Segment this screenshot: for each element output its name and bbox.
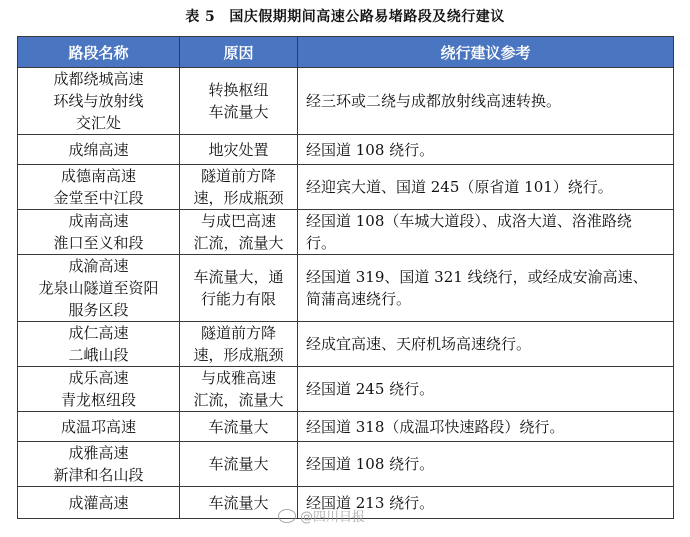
watermark-text: @四川日报 xyxy=(300,510,366,525)
cell-line: 成绵高速 xyxy=(68,140,129,159)
cell-line: 经国道 213 绕行。 xyxy=(306,493,435,512)
table-row xyxy=(18,135,674,165)
cell-line: 车流量大 xyxy=(208,417,269,436)
reason-cell xyxy=(180,210,298,255)
road-section-cell xyxy=(18,367,180,412)
reason-cell xyxy=(180,442,298,487)
reason-cell xyxy=(180,412,298,442)
cell-line: 服务区段 xyxy=(68,301,129,319)
detour-advice-cell xyxy=(298,135,674,165)
cell-line: 成渝高速 xyxy=(68,257,129,275)
cell-line: 经国道 108（车城大道段）、成洛大道、洛淮路绕 xyxy=(306,212,632,230)
cell-line: 环线与放射线 xyxy=(53,92,144,110)
header-road-section: 路段名称 xyxy=(18,37,180,68)
road-section-cell xyxy=(18,210,180,255)
table-row xyxy=(18,255,674,322)
road-section-cell xyxy=(18,487,180,519)
cell-line: 淮口至义和段 xyxy=(53,234,144,252)
cell-line: 速，形成瓶颈 xyxy=(193,189,284,207)
cell-line: 与成雅高速 xyxy=(200,369,276,387)
road-section-cell xyxy=(18,68,180,135)
table-title: 国庆假期期间高速公路易堵路段及绕行建议 xyxy=(229,9,505,25)
table-row xyxy=(18,68,674,135)
cell-line: 速，形成瓶颈 xyxy=(193,346,284,364)
cell-line: 经成宜高速、天府机场高速绕行。 xyxy=(306,335,532,353)
detour-advice-cell xyxy=(298,412,674,442)
cell-line: 车流量大，通 xyxy=(193,268,284,286)
cell-line: 交汇处 xyxy=(75,114,121,132)
cell-line: 隧道前方降 xyxy=(200,324,276,342)
cell-line: 经三环或二绕与成都放射线高速转换。 xyxy=(306,92,562,110)
table-number: 表 5 xyxy=(185,9,216,25)
cell-line: 新津和名山段 xyxy=(53,466,144,484)
reason-cell xyxy=(180,322,298,367)
weibo-logo-icon xyxy=(278,509,296,523)
road-section-cell xyxy=(18,255,180,322)
cell-line: 汇流，流量大 xyxy=(193,391,284,409)
table-row xyxy=(18,165,674,210)
table-row xyxy=(18,442,674,487)
cell-line: 成温邛高速 xyxy=(60,417,136,436)
cell-line: 成南高速 xyxy=(68,212,129,230)
detour-table xyxy=(17,36,674,519)
detour-advice-cell xyxy=(298,68,674,135)
cell-line: 成仁高速 xyxy=(68,324,129,342)
reason-cell xyxy=(180,367,298,412)
cell-line: 经国道 245 绕行。 xyxy=(306,380,435,398)
cell-line: 汇流，流量大 xyxy=(193,234,284,252)
detour-advice-cell xyxy=(298,367,674,412)
cell-line: 经国道 318（成温邛快速路段）绕行。 xyxy=(306,417,565,436)
cell-line: 成乐高速 xyxy=(68,369,129,387)
cell-line: 行能力有限 xyxy=(200,290,276,308)
road-section-cell xyxy=(18,442,180,487)
detour-advice-cell xyxy=(298,210,674,255)
cell-line: 经迎宾大道、国道 245（原省道 101）绕行。 xyxy=(306,178,613,196)
reason-cell xyxy=(180,165,298,210)
cell-line: 经国道 319、国道 321 线绕行，或经成安渝高速、 xyxy=(306,268,648,286)
cell-line: 成雅高速 xyxy=(68,444,129,462)
table-row xyxy=(18,412,674,442)
cell-line: 二峨山段 xyxy=(68,346,129,364)
cell-line: 行。 xyxy=(306,234,337,252)
reason-cell xyxy=(180,135,298,165)
cell-line: 车流量大 xyxy=(208,493,269,512)
table-row xyxy=(18,367,674,412)
header-reason: 原因 xyxy=(180,37,298,68)
road-section-cell xyxy=(18,135,180,165)
reason-cell xyxy=(180,255,298,322)
watermark xyxy=(278,506,418,526)
road-section-cell xyxy=(18,165,180,210)
detour-advice-cell xyxy=(298,255,674,322)
detour-advice-cell xyxy=(298,165,674,210)
cell-line: 龙泉山隧道至资阳 xyxy=(38,279,159,297)
table-caption xyxy=(0,6,690,26)
road-section-cell xyxy=(18,412,180,442)
cell-line: 车流量大 xyxy=(208,455,269,473)
road-section-cell xyxy=(18,322,180,367)
cell-line: 经国道 108 绕行。 xyxy=(306,455,435,473)
cell-line: 成德南高速 xyxy=(60,167,136,185)
detour-advice-cell xyxy=(298,442,674,487)
header-detour-advice: 绕行建议参考 xyxy=(298,37,674,68)
cell-line: 成灌高速 xyxy=(68,493,129,512)
reason-cell xyxy=(180,68,298,135)
cell-line: 车流量大 xyxy=(208,103,269,121)
header-row xyxy=(18,37,674,68)
cell-line: 隧道前方降 xyxy=(200,167,276,185)
cell-line: 青龙枢纽段 xyxy=(60,391,136,409)
cell-line: 转换枢纽 xyxy=(208,81,269,99)
table-row xyxy=(18,210,674,255)
cell-line: 经国道 108 绕行。 xyxy=(306,140,435,159)
table-row xyxy=(18,322,674,367)
cell-line: 与成巴高速 xyxy=(200,212,276,230)
cell-line: 成都绕城高速 xyxy=(53,70,144,88)
cell-line: 金堂至中江段 xyxy=(53,189,144,207)
cell-line: 简蒲高速绕行。 xyxy=(306,290,412,308)
detour-advice-cell xyxy=(298,322,674,367)
cell-line: 地灾处置 xyxy=(208,140,269,159)
